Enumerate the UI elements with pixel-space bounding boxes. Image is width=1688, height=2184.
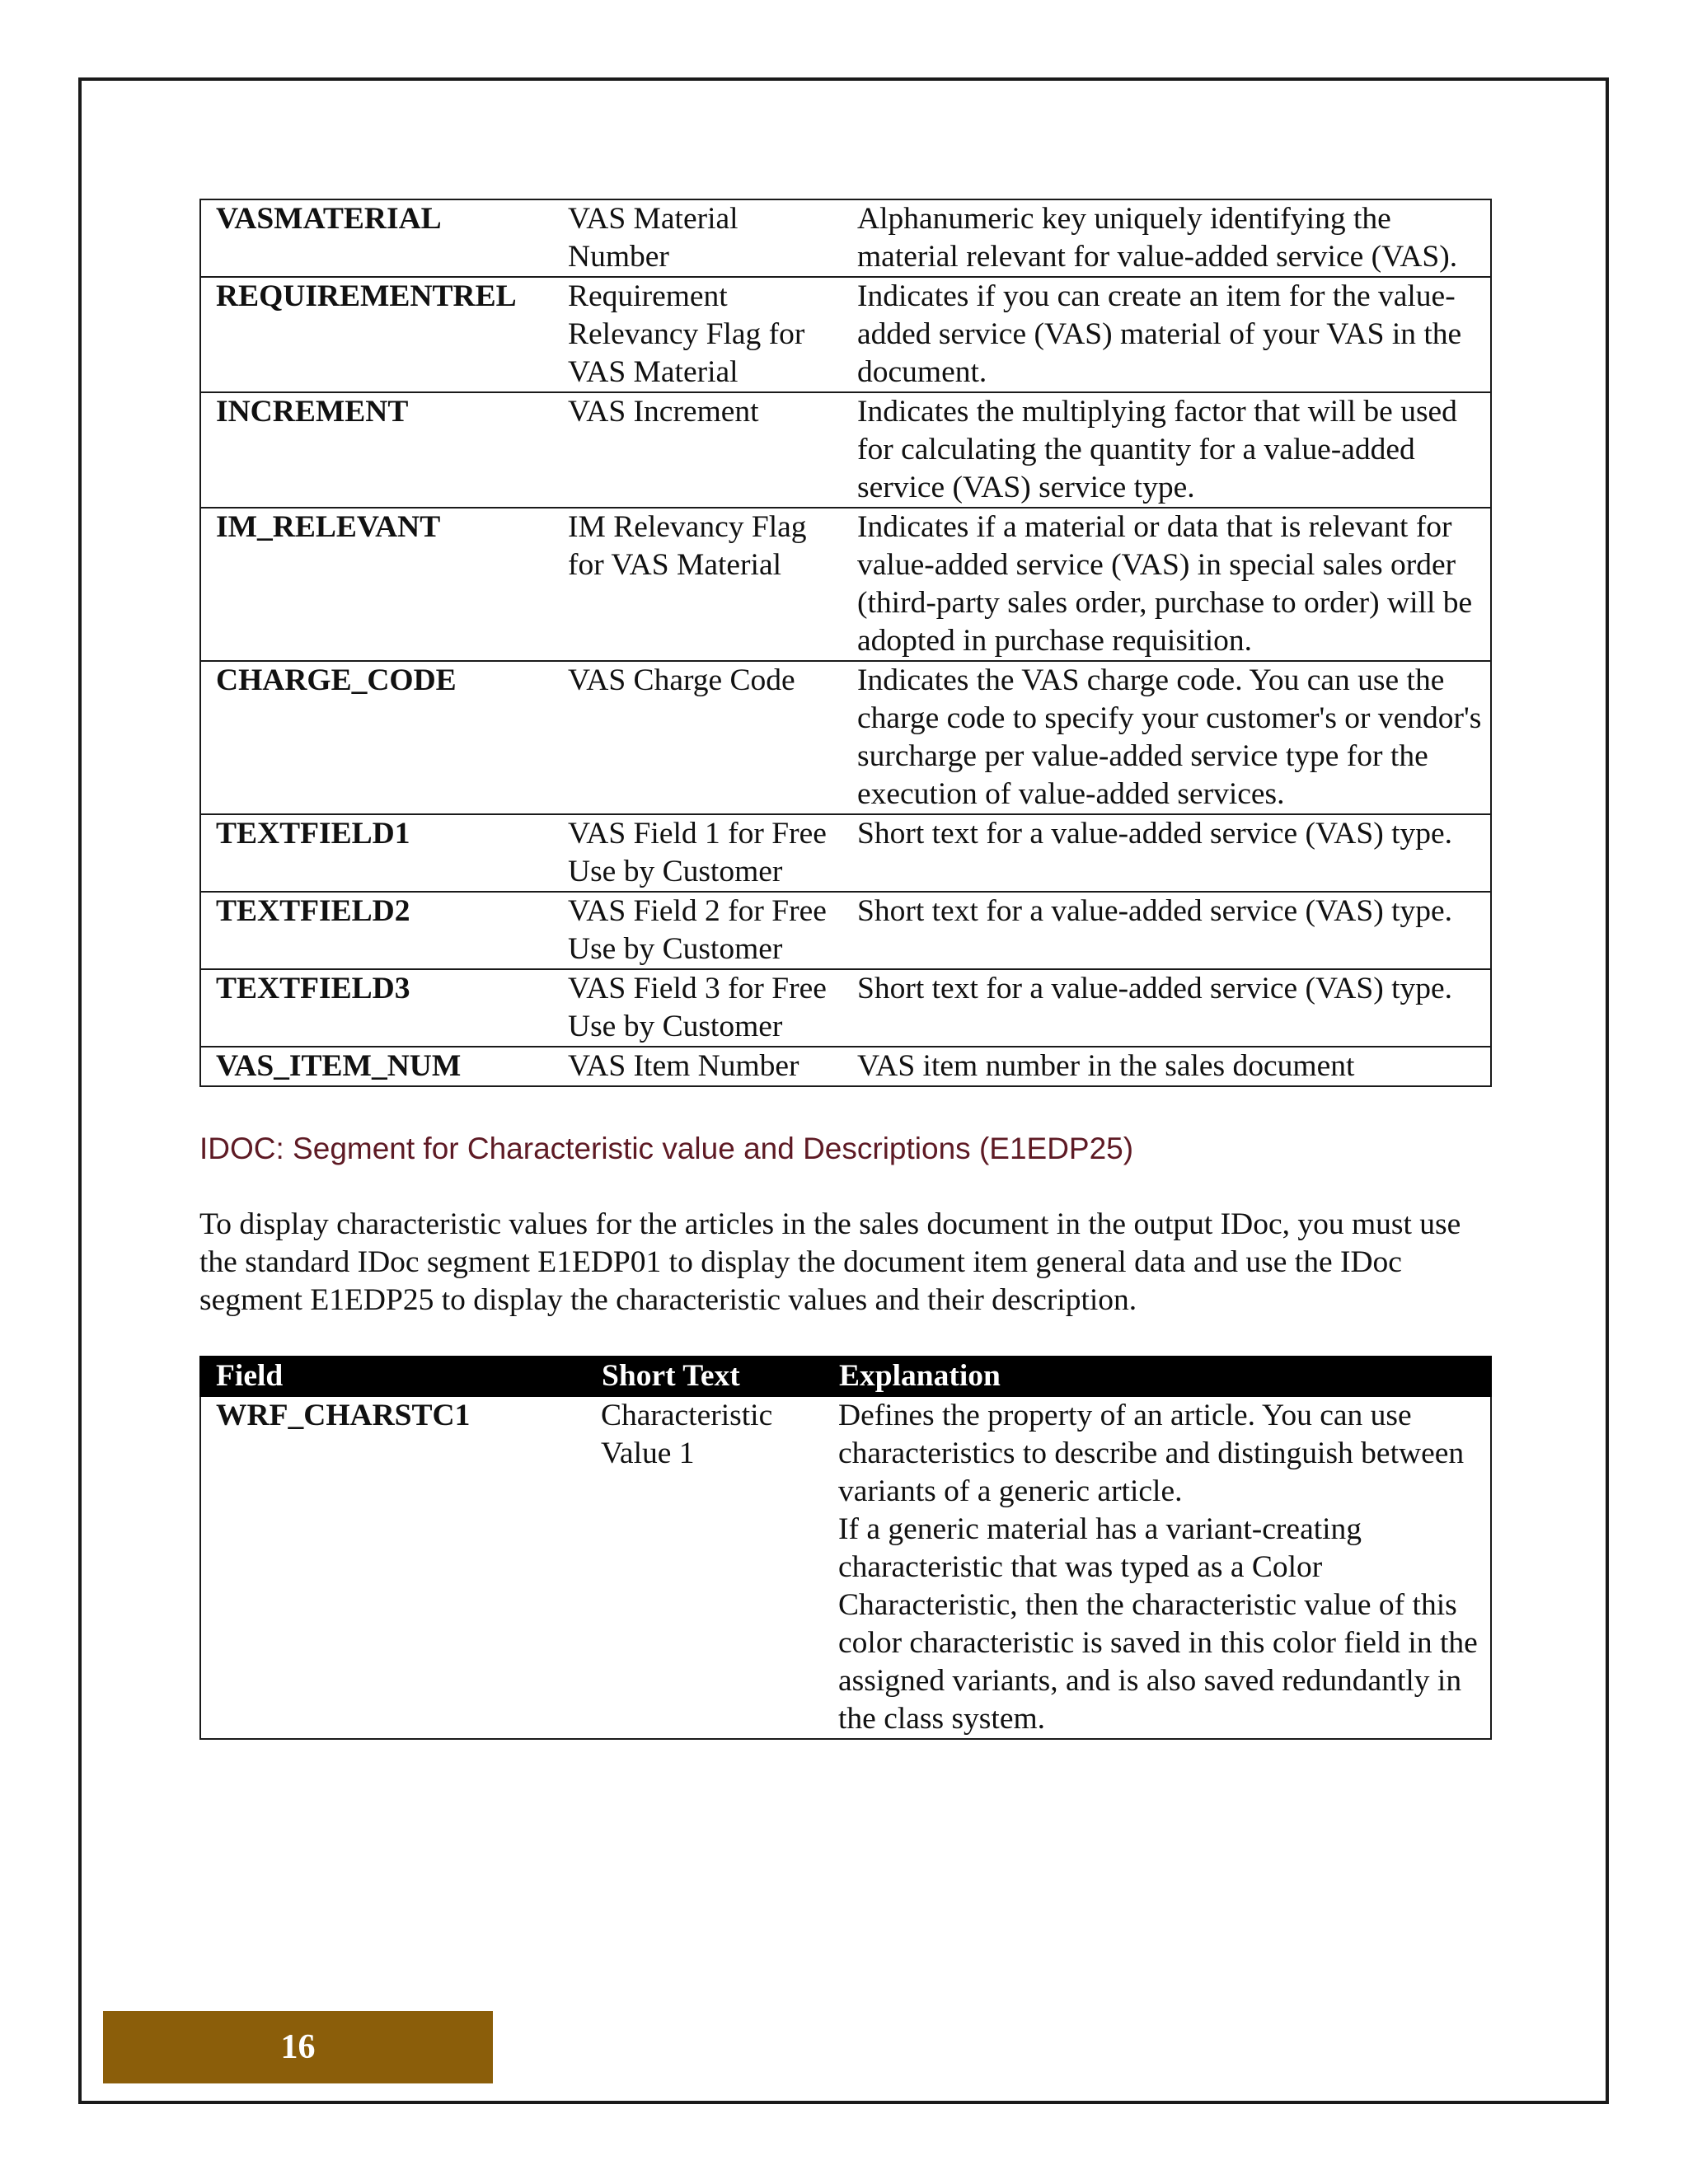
table-row bbox=[200, 392, 1491, 508]
field-name: TEXTFIELD2 bbox=[200, 892, 553, 969]
short-text: VAS Field 1 for Free Use by Customer bbox=[553, 814, 842, 892]
field-name: VASMATERIAL bbox=[200, 199, 553, 277]
table-row bbox=[200, 508, 1491, 661]
explanation-line-1: Defines the property of an article. You can use characteristics to describe and distinguish between variants of a generic article. bbox=[838, 1399, 1465, 1508]
page-number: 16 bbox=[280, 2028, 316, 2066]
field-name: TEXTFIELD3 bbox=[200, 969, 553, 1047]
field-name: VAS_ITEM_NUM bbox=[200, 1047, 553, 1086]
explanation: Indicates if a material or data that is relevant for value-added service (VAS) in special sales order (third-party sales order, purchase to order) will be adopted in purchase requisition. bbox=[842, 508, 1491, 661]
short-text: VAS Charge Code bbox=[553, 661, 842, 814]
field-name: IM_RELEVANT bbox=[200, 508, 553, 661]
column-header-explanation: Explanation bbox=[823, 1357, 1491, 1396]
field-name: INCREMENT bbox=[200, 392, 553, 508]
characteristic-fields-table bbox=[199, 1356, 1492, 1740]
explanation: Indicates if you can create an item for the value-added service (VAS) material of your VAS in the document. bbox=[842, 277, 1491, 392]
section-paragraph: To display characteristic values for the articles in the sales document in the output IDoc, you must use the standard IDoc segment E1EDP01 to display the document item general data and use the IDoc segment E1EDP25 to display the characteristic values and their description. bbox=[199, 1207, 1461, 1317]
explanation: Short text for a value-added service (VAS) type. bbox=[842, 892, 1491, 969]
short-text: IM Relevancy Flag for VAS Material bbox=[553, 508, 842, 661]
table-row bbox=[200, 277, 1491, 392]
table-row bbox=[200, 1047, 1491, 1086]
field-name: TEXTFIELD1 bbox=[200, 814, 553, 892]
page-number-badge bbox=[103, 2011, 493, 2083]
explanation: VAS item number in the sales document bbox=[842, 1047, 1491, 1086]
section-heading: IDOC: Segment for Characteristic value and Descriptions (E1EDP25) bbox=[199, 1132, 1134, 1165]
short-text: VAS Field 3 for Free Use by Customer bbox=[553, 969, 842, 1047]
vas-fields-table bbox=[199, 199, 1492, 1087]
short-text: VAS Material Number bbox=[553, 199, 842, 277]
explanation: Short text for a value-added service (VAS) type. bbox=[842, 969, 1491, 1047]
explanation: Short text for a value-added service (VAS) type. bbox=[842, 814, 1491, 892]
explanation: Indicates the multiplying factor that will be used for calculating the quantity for a value-added service (VAS) service type. bbox=[842, 392, 1491, 508]
short-text: Characteristic Value 1 bbox=[586, 1396, 823, 1739]
table-row bbox=[200, 1396, 1491, 1739]
table-header-row bbox=[200, 1357, 1491, 1396]
column-header-short-text: Short Text bbox=[586, 1357, 823, 1396]
short-text: VAS Increment bbox=[553, 392, 842, 508]
explanation: Indicates the VAS charge code. You can use the charge code to specify your customer's or vendor's surcharge per value-added service type for the execution of value-added services. bbox=[842, 661, 1491, 814]
field-name: CHARGE_CODE bbox=[200, 661, 553, 814]
table-row bbox=[200, 661, 1491, 814]
column-header-field: Field bbox=[200, 1357, 586, 1396]
explanation-line-2: If a generic material has a variant-creating characteristic that was typed as a Color Characteristic, then the characteristic value of this color characteristic is saved in this color field in the assigned variants, and is also saved redundantly in the class system. bbox=[838, 1512, 1478, 1736]
explanation: Alphanumeric key uniquely identifying the material relevant for value-added service (VAS). bbox=[842, 199, 1491, 277]
page-content bbox=[199, 199, 1490, 1740]
short-text: VAS Item Number bbox=[553, 1047, 842, 1086]
table-row bbox=[200, 969, 1491, 1047]
short-text: Requirement Relevancy Flag for VAS Material bbox=[553, 277, 842, 392]
short-text: VAS Field 2 for Free Use by Customer bbox=[553, 892, 842, 969]
field-name: REQUIREMENTREL bbox=[200, 277, 553, 392]
table-row bbox=[200, 199, 1491, 277]
explanation bbox=[823, 1396, 1491, 1739]
table-row bbox=[200, 892, 1491, 969]
table-row bbox=[200, 814, 1491, 892]
field-name: WRF_CHARSTC1 bbox=[200, 1396, 586, 1739]
